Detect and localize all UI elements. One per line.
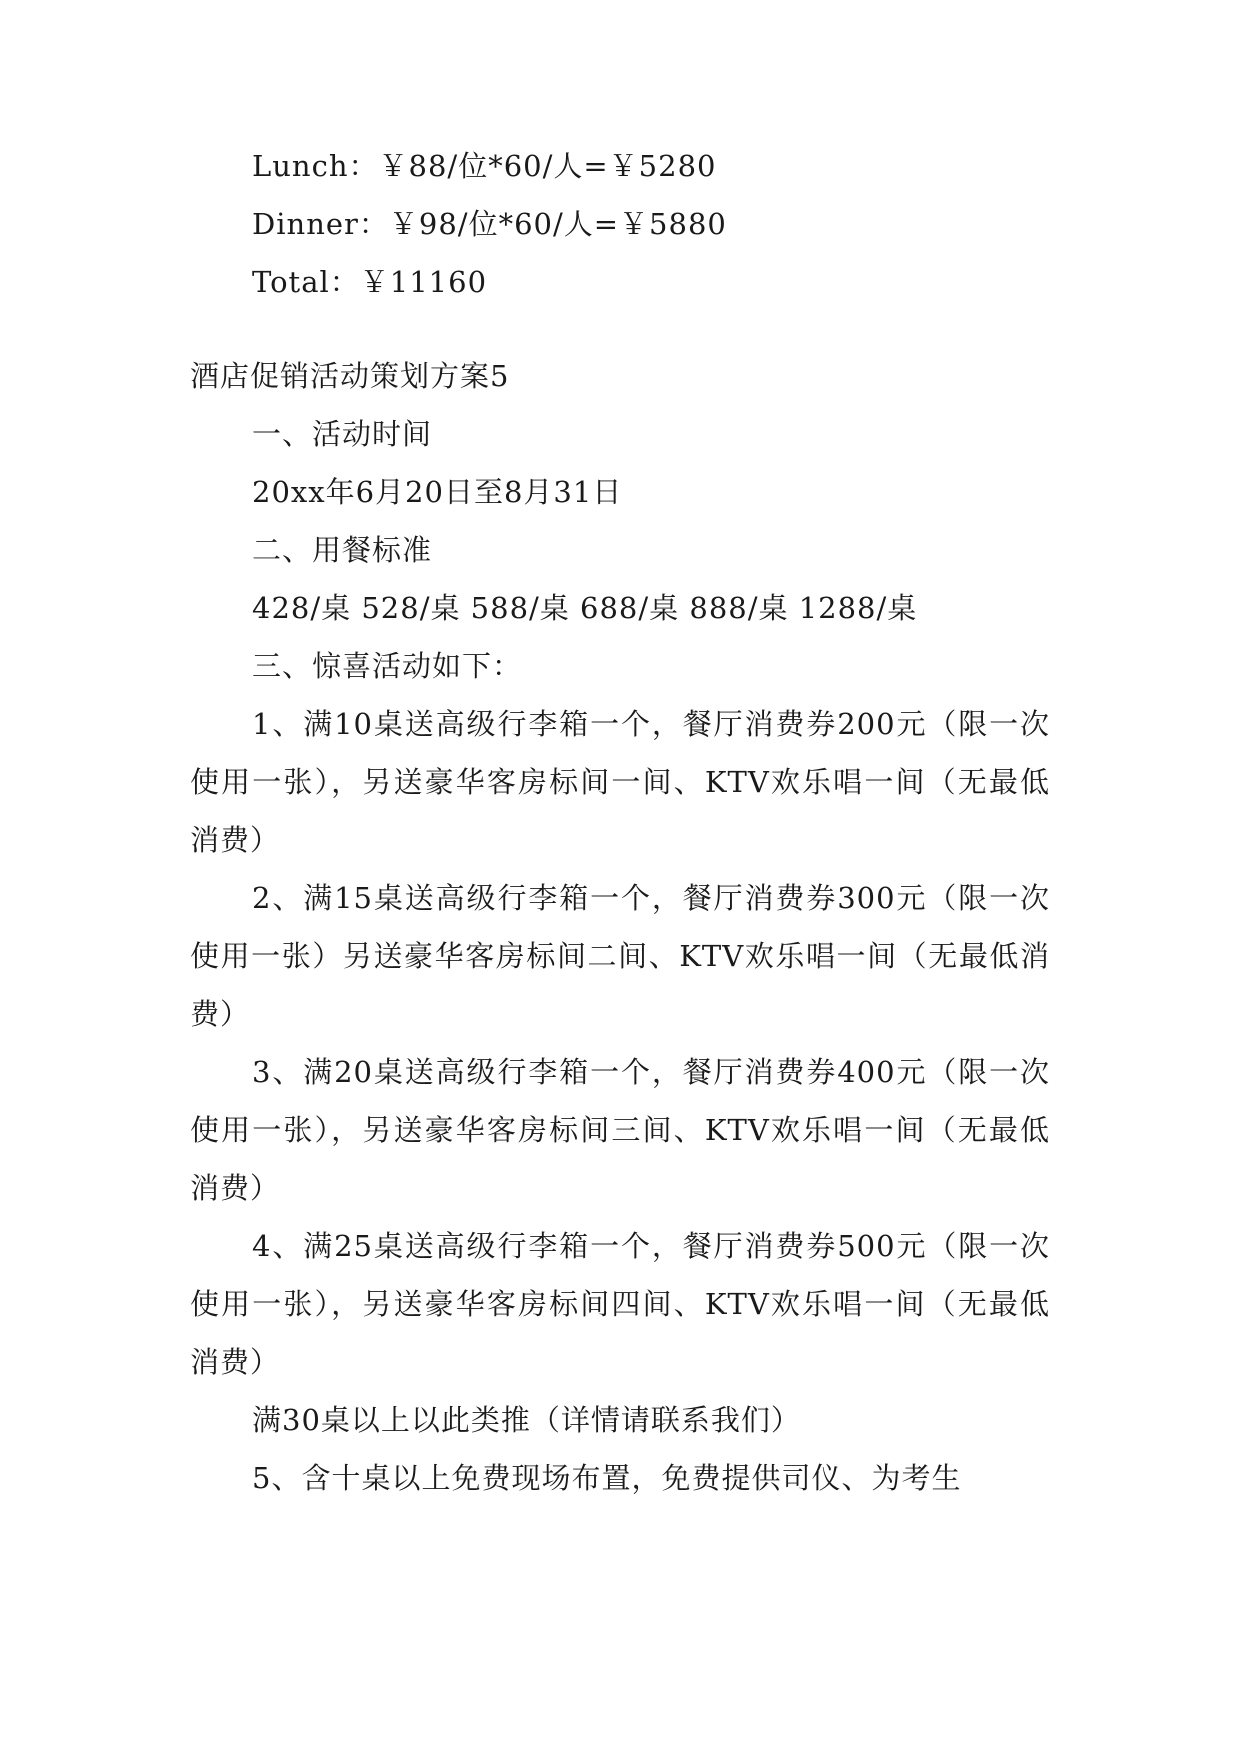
activity-item-3: 3、满20桌送高级行李箱一个，餐厅消费券400元（限一次使用一张），另送豪华客房标间三间、KTV欢乐唱一间（无最低消费） <box>190 1055 1050 1205</box>
heading-surprise-activities: 三、惊喜活动如下： <box>252 649 523 683</box>
activity-item-1: 1、满10桌送高级行李箱一个，餐厅消费券200元（限一次使用一张），另送豪华客房标间一间、KTV欢乐唱一间（无最低消费） <box>190 707 1050 857</box>
total-price-line: Total：￥11160 <box>252 265 488 299</box>
activity-more-note: 满30桌以上以此类推（详情请联系我们） <box>252 1403 801 1437</box>
heading-activity-time: 一、活动时间 <box>252 417 433 451</box>
activity-item-2: 2、满15桌送高级行李箱一个，餐厅消费券300元（限一次使用一张）另送豪华客房标间二间、KTV欢乐唱一间（无最低消费） <box>190 881 1050 1031</box>
activity-time-value: 20xx年6月20日至8月31日 <box>252 475 623 509</box>
lunch-price-line: Lunch：￥88/位*60/人=￥5280 <box>252 149 717 183</box>
dining-standard-value: 428/桌 528/桌 588/桌 688/桌 888/桌 1288/桌 <box>252 591 918 625</box>
pricing-block <box>190 137 1050 311</box>
section-5 <box>190 347 1050 1507</box>
section-title: 酒店促销活动策划方案5 <box>190 359 510 393</box>
activity-item-4: 4、满25桌送高级行李箱一个，餐厅消费券500元（限一次使用一张），另送豪华客房标间四间、KTV欢乐唱一间（无最低消费） <box>190 1229 1050 1379</box>
activity-item-5: 5、含十桌以上免费现场布置，免费提供司仪、为考生 <box>252 1461 962 1495</box>
heading-dining-standard: 二、用餐标准 <box>252 533 433 567</box>
dinner-price-line: Dinner：￥98/位*60/人=￥5880 <box>252 207 727 241</box>
